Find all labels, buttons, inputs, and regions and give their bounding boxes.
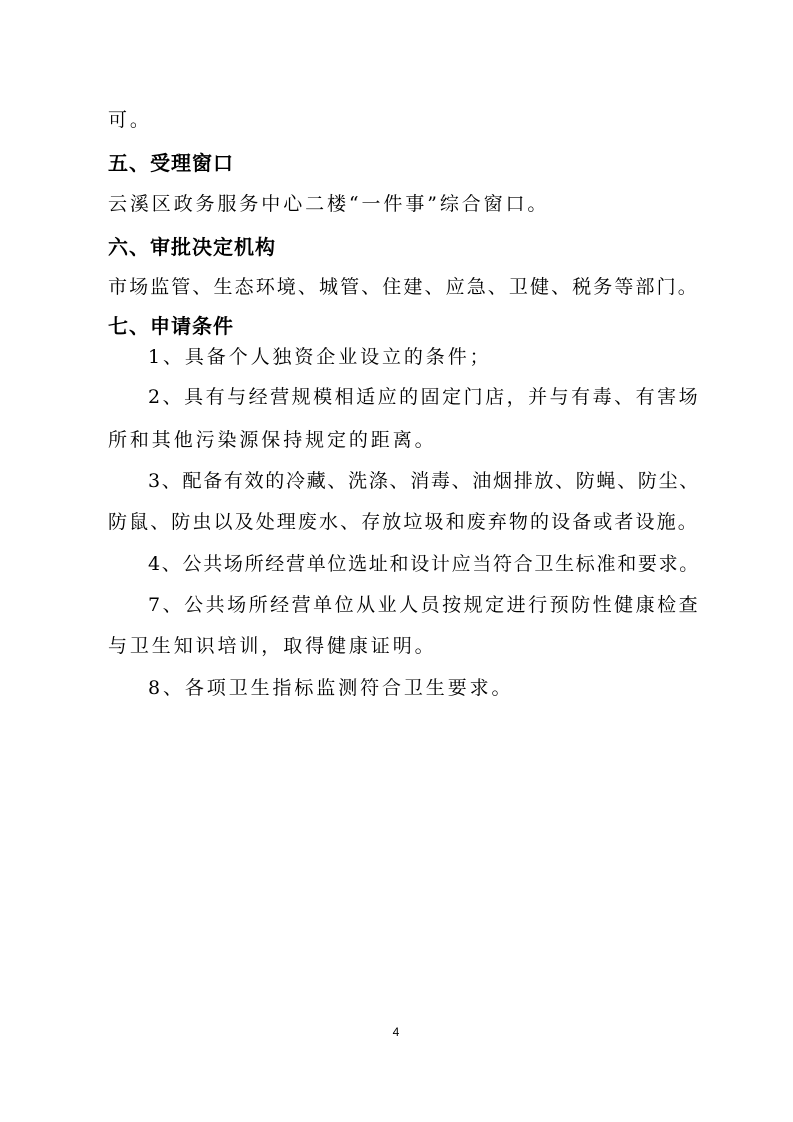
condition-item-7-cont: 与卫生知识培训，取得健康证明。 xyxy=(108,635,437,657)
continuation-text: 可。 xyxy=(108,109,152,131)
section-heading-window: 五、受理窗口 xyxy=(108,151,234,175)
condition-item-2-cont: 所和其他污染源保持规定的距离。 xyxy=(108,429,437,451)
page-number: 4 xyxy=(392,1025,400,1039)
section-heading-authority: 六、审批决定机构 xyxy=(108,235,276,259)
condition-item-3: 3、配备有效的冷藏、洗涤、消毒、油烟排放、防蝇、防尘、 xyxy=(148,470,700,492)
section-body-window: 云溪区政务服务中心二楼“一件事”综合窗口。 xyxy=(108,193,550,215)
condition-item-8: 8、各项卫生指标监测符合卫生要求。 xyxy=(148,677,514,699)
condition-item-4: 4、公共场所经营单位选址和设计应当符合卫生标准和要求。 xyxy=(148,553,700,575)
condition-item-3-cont: 防鼠、防虫以及处理废水、存放垃圾和废弃物的设备或者设施。 xyxy=(108,511,699,533)
condition-item-2: 2、具有与经营规模相适应的固定门店，并与有毒、有害场 xyxy=(148,386,701,408)
condition-item-7: 7、公共场所经营单位从业人员按规定进行预防性健康检查 xyxy=(148,594,701,616)
section-heading-conditions: 七、申请条件 xyxy=(108,314,234,338)
section-body-authority: 市场监管、生态环境、城管、住建、应急、卫健、税务等部门。 xyxy=(108,276,699,298)
condition-item-1: 1、具备个人独资企业设立的条件； xyxy=(148,346,492,368)
